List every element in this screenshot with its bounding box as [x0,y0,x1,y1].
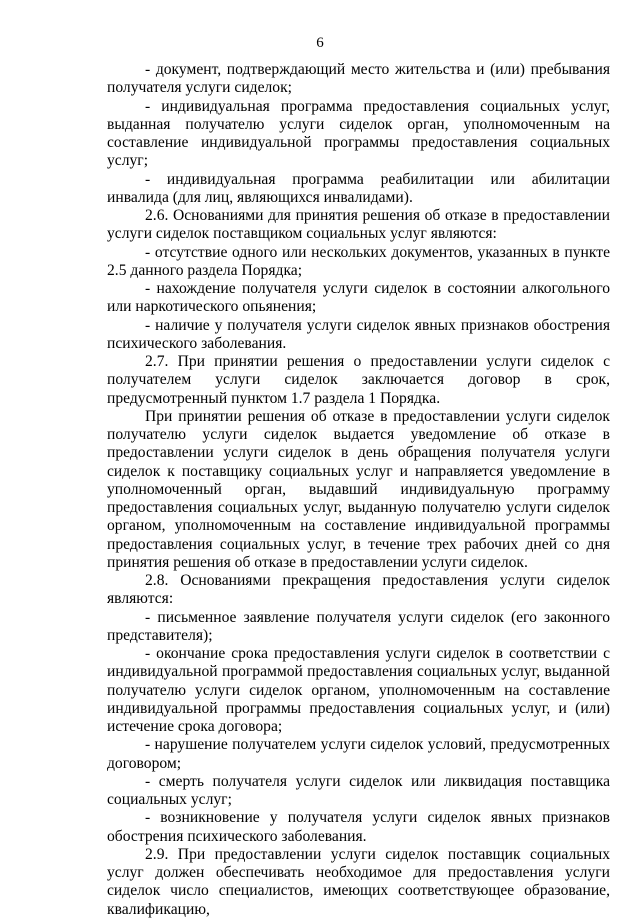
paragraph-section-2-6: 2.6. Основаниями для принятия решения об отказе в предоставлении услуги сиделок поставщиком социальных услуг являются: [107,207,610,243]
paragraph-section-2-8: 2.8. Основаниями прекращения предоставления услуги сиделок являются: [107,572,610,608]
paragraph-missing-documents: - отсутствие одного или нескольких документов, указанных в пункте 2.5 данного раздела Порядка; [107,243,610,279]
paragraph-section-2-7: 2.7. При принятии решения о предоставлении услуги сиделок с получателем услуги сиделок заключается договор в срок, предусмотренный пунктом 1.7 раздела 1 Порядка. [107,353,610,407]
paragraph-contract-violation: - нарушение получателем услуги сиделок условий, предусмотренных договором; [107,736,610,772]
paragraph-individual-program: - индивидуальная программа предоставления социальных услуг, выданная получателю услуги сиделок орган, уполномоченным на составление индивидуальной программы предоставления социальных услуг; [107,97,610,170]
paragraph-section-2-9: 2.9. При предоставлении услуги сиделок поставщик социальных услуг должен обеспечивать необходимое для предоставления услуги сиделок число специалистов, имеющих соответствующее образование, квалификацию, [107,845,610,918]
document-body [107,61,610,919]
paragraph-mental-illness-onset: - возникновение у получателя услуги сиделок явных признаков обострения психического заболевания. [107,809,610,845]
paragraph-rehabilitation-program: - индивидуальная программа реабилитации или абилитации инвалида (для лиц, являющихся инвалидами). [107,170,610,206]
paragraph-death-liquidation: - смерть получателя услуги сиделок или ликвидация поставщика социальных услуг; [107,772,610,808]
paragraph-residence-document: - документ, подтверждающий место жительства и (или) пребывания получателя услуги сиделок; [107,61,610,97]
paragraph-term-expiry: - окончание срока предоставления услуги сиделок в соответствии с индивидуальной программой предоставления социальных услуг, выданной получателю услуги сиделок органом, уполномоченным на составление индивидуальной программы предоставления социальных услуг, и (или) истечение срока договора; [107,645,610,735]
paragraph-refusal-notice: При принятии решения об отказе в предоставлении услуги сиделок получателю услуги сиделок выдается уведомление об отказе в предоставлении услуги сиделок в день обращения получателя услуги сиделок к поставщику социальных услуг и направляется уведомление в уполномоченный орган, выдавший индивидуальную программу предоставления социальных услуг, выданную получателю услуги сиделок органом, уполномоченным на составление индивидуальной программы предоставления социальных услуг, в течение трех рабочих дней со дня принятия решения об отказе в предоставлении услуги сиделок. [107,407,610,571]
paragraph-written-request: - письменное заявление получателя услуги сиделок (его законного представителя); [107,608,610,644]
page-number: 6 [316,35,324,51]
paragraph-mental-illness: - наличие у получателя услуги сиделок явных признаков обострения психического заболевания. [107,316,610,352]
paragraph-intoxication: - нахождение получателя услуги сиделок в состоянии алкогольного или наркотического опьянения; [107,280,610,316]
